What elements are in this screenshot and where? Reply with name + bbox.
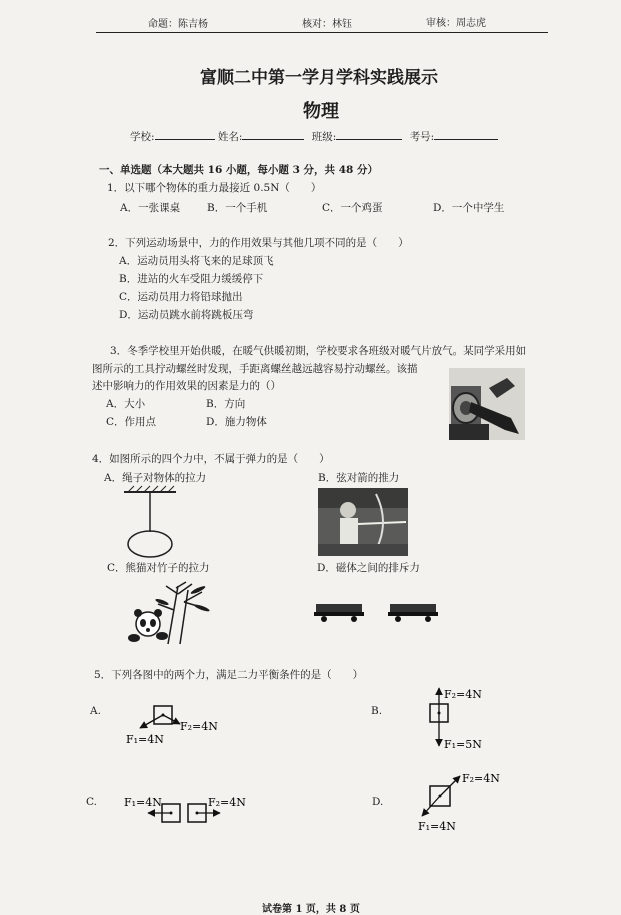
q5-stem: 5．下列各图中的两个力，满足二力平衡条件的是（ ） [94,669,364,681]
header-author: 命题：陈吉杨 [148,19,208,30]
q5-b-f1-label: F₁=5N [444,738,482,751]
q1-option-c[interactable]: C．一个鸡蛋 [322,202,383,214]
q5-option-c[interactable]: C. [86,796,97,808]
q5-option-d[interactable]: D. [372,796,384,808]
q2-option-b[interactable]: B．进站的火车受阻力缓缓停下 [119,273,264,285]
q5-c-f2-label: F₂=4N [208,796,246,809]
exam-no-label: 考号: [409,131,435,143]
q3-option-c[interactable]: C．作用点 [106,416,157,428]
q5-b-force-diagram [400,684,500,756]
q5-d-f2-label: F₂=4N [462,772,500,785]
magnet-carts-figure [312,600,442,624]
q2-option-d[interactable]: D．运动员跳水前将跳板压弯 [119,309,254,321]
q5-c-f1-label: F₁=4N [124,796,162,809]
q1-option-d[interactable]: D．一个中学生 [433,202,505,214]
q1-stem: 1．以下哪个物体的重力最接近 0.5N（ ） [107,182,322,194]
q5-d-force-diagram [416,768,516,836]
q3-option-a[interactable]: A．大小 [106,398,146,410]
header-rule [96,32,548,33]
header-reviewer: 审核：周志虎 [426,18,486,29]
q4-option-d[interactable]: D．磁体之间的排斥力 [317,562,420,574]
q1-option-a[interactable]: A．一张课桌 [120,202,181,214]
q3-option-d[interactable]: D．施力物体 [206,416,267,428]
school-blank[interactable] [155,128,215,140]
info-line [130,128,498,144]
q5-b-f2-label: F₂=4N [444,688,482,701]
school-label: 学校: [130,131,155,143]
name-blank[interactable] [242,128,304,140]
q3-line1: 3．冬季学校里开始供暖，在暖气供暖初期，学校要求各班级对暖气片放气。某同学采用如 [110,345,527,357]
q4-option-c[interactable]: C．熊猫对竹子的拉力 [107,562,210,574]
q5-option-b[interactable]: B. [371,705,383,717]
q2-stem: 2．下列运动场景中，力的作用效果与其他几项不同的是（ ） [108,237,409,249]
q5-c-force-diagram [120,790,260,826]
q5-a-f1-label: F₁=4N [126,733,164,746]
q5-a-f2-label: F₂=4N [180,720,218,733]
panda-bamboo-image [118,580,210,646]
class-blank[interactable] [336,128,402,140]
page-footer: 试卷第 1 页，共 8 页 [262,904,360,915]
q3-line3: 述中影响力的作用效果的因素是力的（） [92,380,281,392]
archer-image [318,488,408,556]
page-title: 富顺二中第一学月学科实践展示 [200,68,438,88]
q3-line2: 图所示的工具拧动螺丝时发现，手距离螺丝越远越容易拧动螺丝。该描 [92,363,418,375]
rope-hanging-object-figure [120,484,196,564]
name-label: 姓名: [217,131,243,143]
q2-option-c[interactable]: C．运动员用力将铅球抛出 [119,291,243,303]
header-checker: 核对：林钰 [302,19,352,30]
q2-option-a[interactable]: A．运动员用头将飞来的足球顶飞 [119,255,274,267]
class-label: 班级: [311,131,337,143]
q1-option-b[interactable]: B．一个手机 [207,202,268,214]
q5-d-f1-label: F₁=4N [418,820,456,833]
q5-a-force-diagram [118,700,228,748]
q4-stem: 4．如图所示的四个力中，不属于弹力的是（ ） [92,453,330,465]
q3-option-b[interactable]: B．方向 [206,398,246,410]
wrench-radiator-image [449,368,525,440]
subject-title: 物理 [303,101,339,122]
section-heading: 一、单选题（本大题共 16 小题，每小题 3 分，共 48 分） [99,164,378,176]
exam-no-blank[interactable] [434,128,498,140]
q4-option-a[interactable]: A．绳子对物体的拉力 [104,472,207,484]
q5-option-a[interactable]: A. [90,705,101,717]
q4-option-b[interactable]: B．弦对箭的推力 [318,472,400,484]
